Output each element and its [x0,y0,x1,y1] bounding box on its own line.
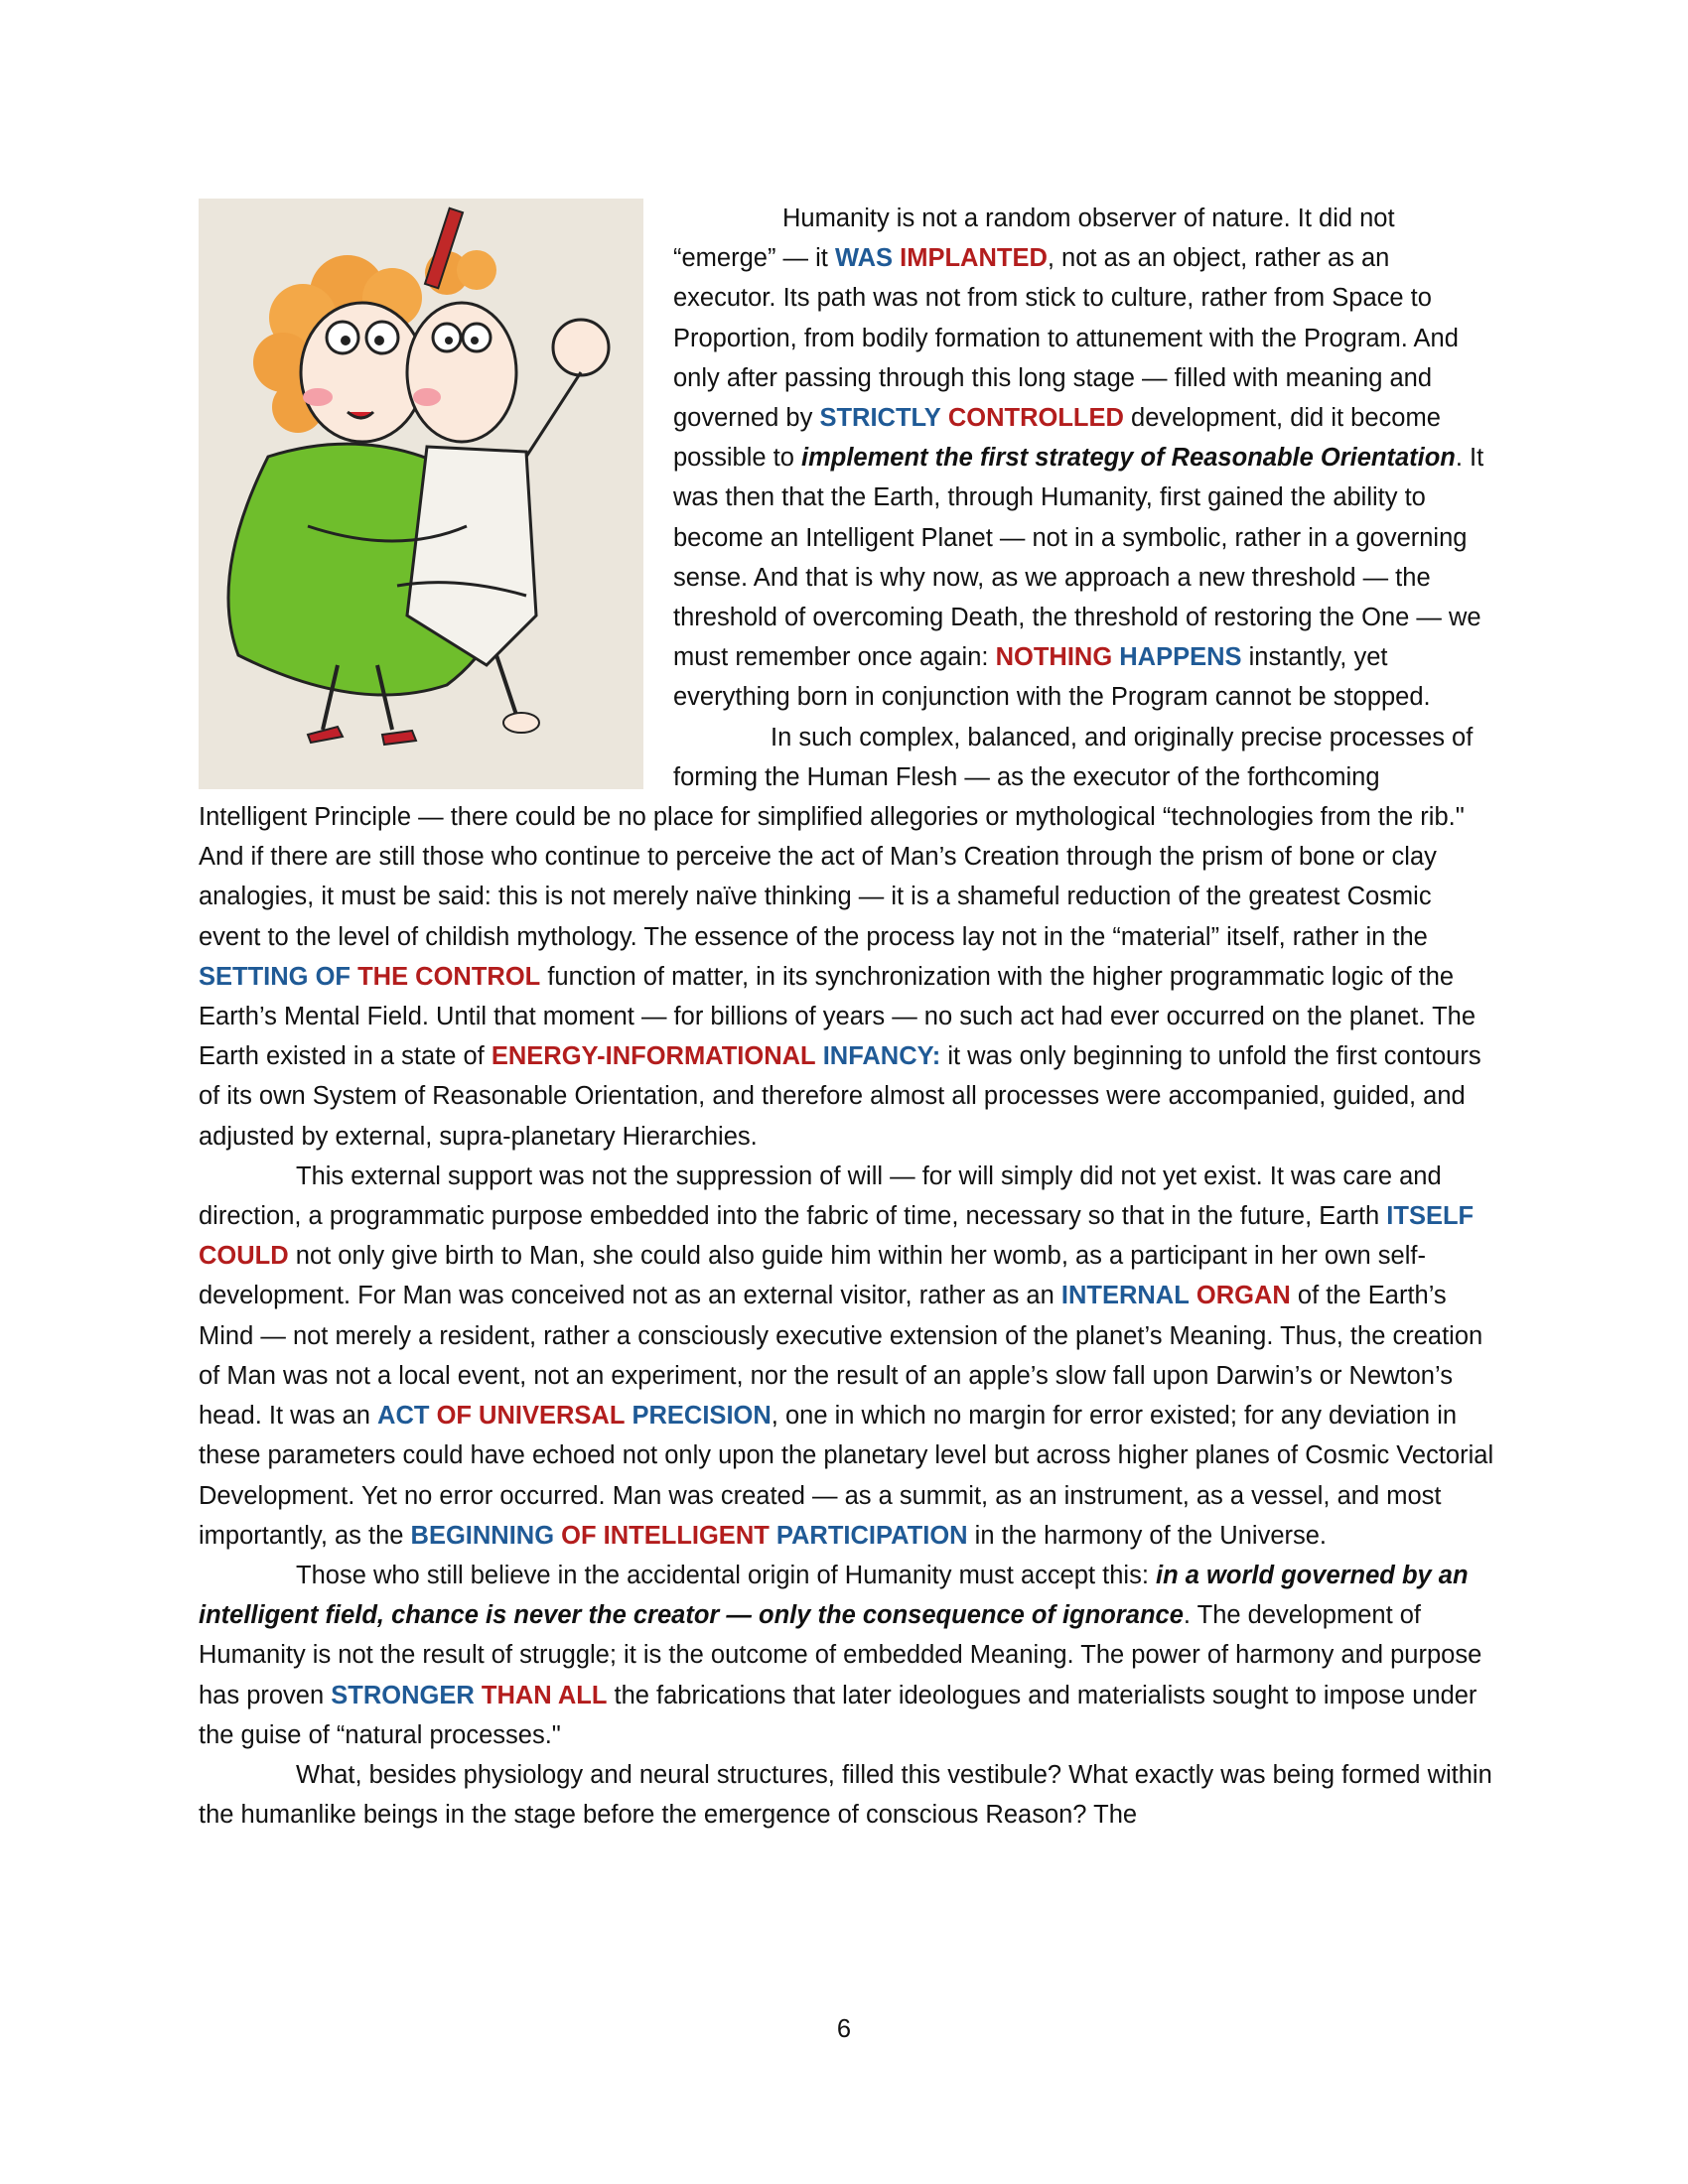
text-run [1190,1282,1196,1309]
text-run: in the harmony of the Universe. [967,1521,1328,1550]
text-run: not only give birth to Man, she could also guide him within her womb, as a participant in her own self-development. For Man was conceived not as an external visitor, rather as an [199,1242,1426,1310]
text-run: . It was then that the Earth, through Humanity, first gained the ability to become an Intelligent Planet — not in a symbolic, rather in a governing sense. And that is why now, as we approach a new threshold — the threshold of overcoming Death, the threshold of restoring the One — we must remember once again: [673,444,1484,672]
highlighted-keyword: COULD [199,1242,289,1271]
highlighted-keyword: THE CONTROL [357,962,541,991]
text-run: . The development of Humanity is not the result of struggle; it is the outcome of embedded Meaning. The power of harmony and purpose has proven [199,1601,1482,1709]
highlighted-keyword: OF UNIVERSAL [436,1402,626,1431]
highlighted-keyword: ORGAN [1196,1282,1291,1310]
paragraph [199,1157,1494,1556]
highlighted-keyword: ENERGY-INFORMATIONAL [491,1042,816,1071]
highlighted-keyword: ITSELF [1386,1202,1475,1231]
text-run: What, besides physiology and neural structures, filled this vestibule? What exactly was being formed within the humanlike beings in the stage before the emergence of conscious Reason? The [199,1760,1492,1830]
highlighted-keyword: STRONGER [331,1681,475,1709]
text-run: Humanity is not a random observer of nature. It did not “emerge” — it [673,205,1395,273]
emphasized-phrase: implement the first strategy of Reasonable Orientation [801,444,1456,473]
text-run [475,1682,482,1709]
paragraph [199,1556,1494,1755]
text-run: of the Earth’s Mind — not merely a resident, rather a consciously executive extension of the planet’s Meaning. Thus, the creation of Man was not a local event, not an experiment, nor the result of an apple’s slow fall upon Darwin’s or Newton’s head. It was an [199,1282,1483,1431]
page-number: 6 [836,2015,852,2043]
highlighted-keyword: PARTICIPATION [775,1521,968,1550]
text-run: the fabrications that later ideologues and materialists sought to impose under the guise of “natural processes." [199,1681,1477,1749]
highlighted-keyword: OF INTELLIGENT [561,1521,770,1550]
highlighted-keyword: BEGINNING [410,1521,555,1550]
body-text [199,199,1494,1835]
highlighted-keyword: STRICTLY [819,404,941,433]
highlighted-keyword: CONTROLLED [947,404,1124,433]
text-run [770,1522,776,1550]
highlighted-keyword: HAPPENS [1119,643,1242,672]
text-run: function of matter, in its synchronization with the higher programmatic logic of the Earth’s Mental Field. Until that moment — for billions of years — no such act had ever occurred on the planet. The Earth existed in a state of [199,962,1477,1071]
text-run: instantly, yet everything born in conjunction with the Program cannot be stopped. [673,643,1431,712]
text-run [816,1042,823,1070]
highlighted-keyword: INFANCY: [822,1042,941,1071]
highlighted-keyword: THAN ALL [481,1681,608,1709]
highlighted-keyword: ACT [377,1402,430,1431]
text-run [941,404,948,432]
text-run: , one in which no margin for error existed; for any deviation in these parameters could have echoed not only upon the planetary level but across higher planes of Cosmic Vectorial Development. Yet no error occurred. Man was created — as a summit, as an instrument, as a vessel, and most importantly, as the [199,1402,1494,1550]
highlighted-keyword: PRECISION [632,1402,772,1431]
emphasized-phrase: in a world governed by an intelligent field, chance is never the creator — only the consequence of ignorance [199,1561,1469,1630]
highlighted-keyword: SETTING OF [199,962,351,991]
illustration-icon [199,199,643,789]
text-run: it was only beginning to unfold the first contours of its own System of Reasonable Orientation, and therefore almost all processes were accompanied, guided, and adjusted by external, supra-planetary Hierarchies. [199,1042,1481,1151]
text-run: In such complex, balanced, and originally precise processes of forming the Human Flesh — as the executor of the forthcoming Intelligent Principle — there could be no place for simplified allegories or mythological “technologies from the rib." And if there are still those who continue to perceive the act of Man’s Creation through the prism of bone or clay analogies, it must be said: this is not merely naïve thinking — it is a shameful reduction of the greatest Cosmic event to the level of childish mythology. The essence of the process lay not in the “material” itself, rather in the [199,723,1474,951]
highlighted-keyword: IMPLANTED [900,244,1048,273]
highlighted-keyword: WAS [834,244,894,273]
text-run: development, did it become possible to [673,404,1441,473]
paragraph [199,1755,1494,1835]
text-run: Those who still believe in the accidental origin of Humanity must accept this: [296,1561,1157,1589]
cartoon-couple-embracing-illustration [199,199,643,789]
highlighted-keyword: INTERNAL [1060,1282,1190,1310]
highlighted-keyword: NOTHING [995,643,1113,672]
text-run: This external support was not the suppression of will — for will simply did not yet exist. It was care and direction, a programmatic purpose embedded into the fabric of time, necessary so that in the future, Earth [199,1161,1442,1231]
text-run [625,1402,632,1430]
text-run: , not as an object, rather as an executor. Its path was not from stick to culture, rather from Space to Proportion, from bodily formation to attunement with the Program. And only after passing through this long stage — filled with meaning and governed by [673,244,1459,433]
text-run [429,1402,436,1430]
